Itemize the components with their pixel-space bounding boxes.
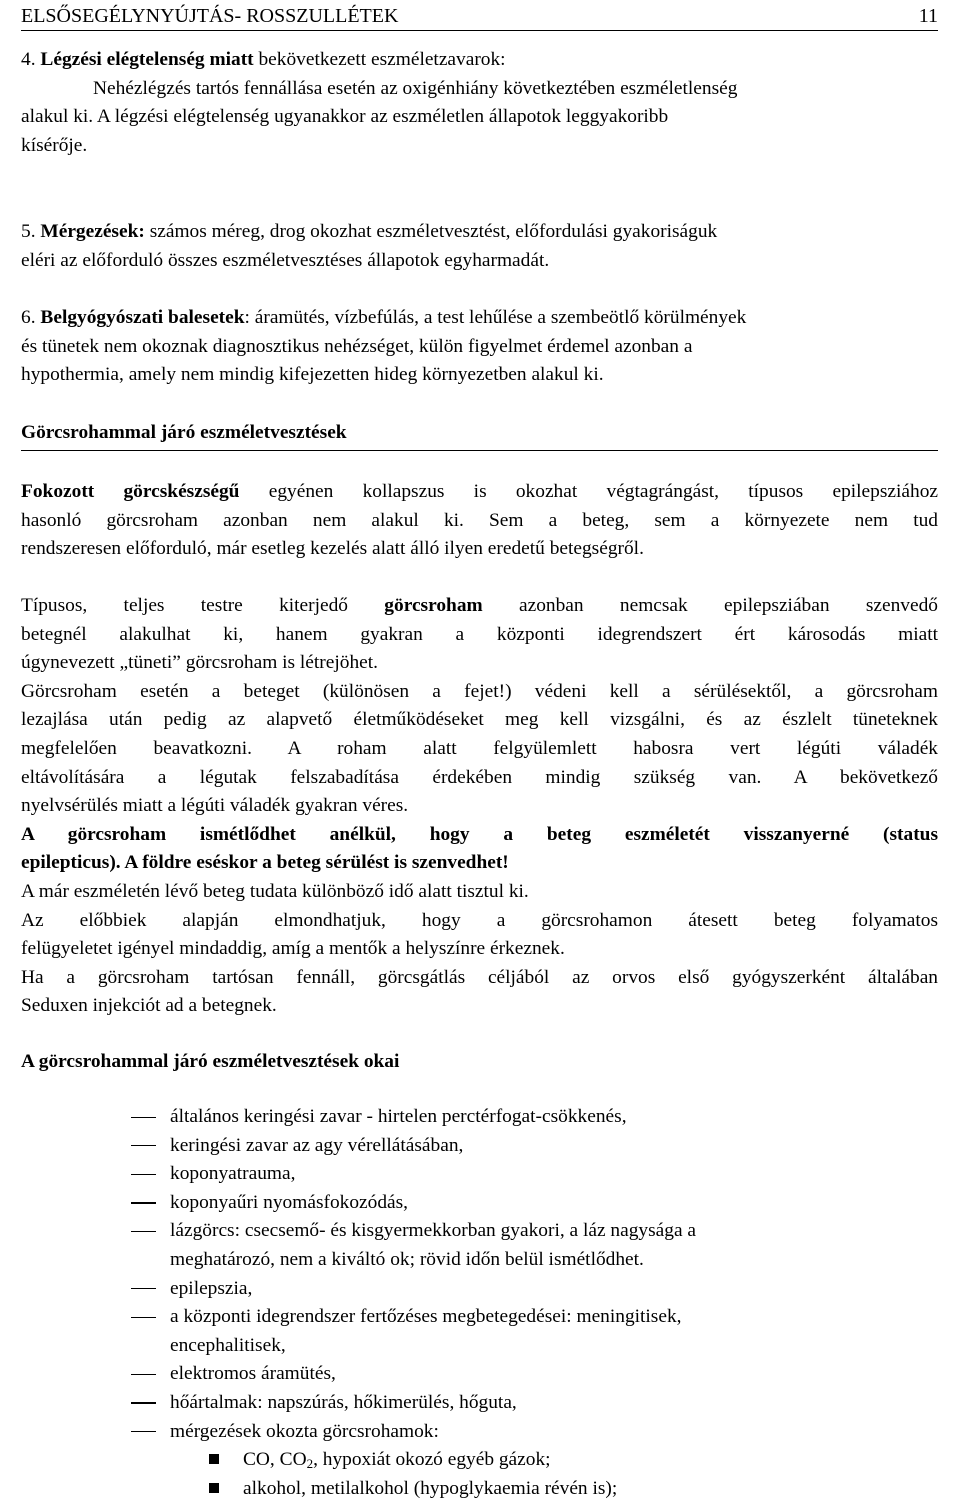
dash-bullet xyxy=(131,1374,156,1375)
item-4-heading: Légzési elégtelenség miatt xyxy=(40,49,254,70)
list-item-text: hőártalmak: napszúrás, hőkimerülés, hőguta, xyxy=(170,1391,517,1413)
dash-bullet xyxy=(131,1231,156,1232)
para-2-l1-bold: görcsroham xyxy=(384,595,483,616)
list-item-text: mérgezések okozta görcsrohamok: xyxy=(170,1420,439,1442)
list-item-text: epilepszia, xyxy=(170,1277,253,1299)
para-2-line-8: nyelvsérülés miatt a légúti váladék gyakran véres. xyxy=(21,795,409,817)
para-2-line-12: Az előbbiek alapján elmondhatjuk, hogy a görcsrohamon átesett beteg folyamatos xyxy=(21,909,938,931)
para-1-line-3: rendszeresen előforduló, már esetleg kezelés alatt álló ilyen eredetű betegségről. xyxy=(21,538,644,560)
item-5 xyxy=(21,218,921,275)
causes-title-text: A görcsrohammal járó eszméletvesztések okai xyxy=(21,1051,400,1072)
item-4-line-4: kísérője. xyxy=(21,134,88,156)
para-2-line-13: felügyeletet igényel mindaddig, amíg a mentők a helyszínre érkeznek. xyxy=(21,938,565,960)
square-bullet xyxy=(209,1454,219,1464)
item-4-line-2: Nehézlégzés tartós fennállása esetén az oxigénhiány következtében eszméletlenség xyxy=(93,77,738,99)
dash-bullet xyxy=(131,1431,156,1432)
header-title: ELSŐSEGÉLYNYÚJTÁS- ROSSZULLÉTEK xyxy=(21,5,399,27)
item-6-heading: Belgyógyószati balesetek xyxy=(40,307,245,328)
list-item-text: meghatározó, nem a kiváltó ok; rövid időn belül ismétlődhet. xyxy=(170,1248,644,1270)
list-item xyxy=(0,1103,960,1132)
item-5-number: 5. xyxy=(21,221,36,242)
item-6-heading-rest: : áramütés, vízbefúlás, a test lehűlése a szembeötlő körülmények xyxy=(244,307,747,328)
sub-list-item xyxy=(0,1475,960,1503)
para-2-line-9: A görcsroham ismétlődhet anélkül, hogy a beteg eszméletét visszanyerné (status xyxy=(21,823,938,845)
list-item xyxy=(0,1275,960,1304)
sub-text-pre: CO, CO xyxy=(243,1449,307,1471)
dash-bullet xyxy=(131,1117,156,1118)
para-1-rest: egyénen kollapszus is okozhat végtagrángást, típusos epilepsziához xyxy=(239,481,938,502)
square-bullet xyxy=(209,1483,219,1493)
item-4 xyxy=(21,46,921,160)
list-item xyxy=(0,1360,960,1389)
item-4-line-3: alakul ki. A légzési elégtelenség ugyanakkor az eszméletlen állapotok leggyakoribb xyxy=(21,106,669,128)
item-4-heading-rest: bekövetkezett eszméletzavarok: xyxy=(253,49,506,70)
section-title: Görcsrohammal járó eszméletvesztések xyxy=(21,419,938,451)
item-6-number: 6. xyxy=(21,307,36,328)
list-item-continuation xyxy=(0,1246,960,1275)
list-item-text: koponyaűri nyomásfokozódás, xyxy=(170,1191,409,1213)
dash-bullet xyxy=(131,1288,156,1289)
page-number: 11 xyxy=(918,5,938,27)
list-item xyxy=(0,1132,960,1161)
list-item xyxy=(0,1418,960,1447)
para-2-line-3: úgynevezett „tüneti” görcsroham is létrejöhet. xyxy=(21,652,378,674)
para-2-line-7: eltávolítására a légutak felszabadítása érdekében mindig szükség van. A bekövetkező xyxy=(21,766,938,788)
dash-bullet xyxy=(131,1174,156,1175)
list-item-text: encephalitisek, xyxy=(170,1334,286,1356)
list-item xyxy=(0,1303,960,1332)
para-2-line-2: betegnél alakulhat ki, hanem gyakran a központi idegrendszert ért károsodás miatt xyxy=(21,623,938,645)
list-item-text: elektromos áramütés, xyxy=(170,1363,336,1385)
subscript: 2 xyxy=(306,1456,314,1472)
causes-title xyxy=(21,1048,399,1077)
para-2-line-5: lezajlása után pedig az alapvető életműködéseket meg kell vizsgálni, és az észlelt tüneteknek xyxy=(21,709,938,731)
dash-bullet xyxy=(131,1402,156,1403)
para-2-l1-pre: Típusos, teljes testre kiterjedő xyxy=(21,595,385,616)
para-2-line-14: Ha a görcsroham tartósan fennáll, görcsgátlás céljából az orvos első gyógyszerként általában xyxy=(21,966,938,988)
list-item-text: általános keringési zavar - hirtelen perctérfogat-csökkenés, xyxy=(170,1106,627,1127)
item-6 xyxy=(21,304,921,390)
dash-bullet xyxy=(131,1145,156,1146)
sub-list-item-text: alkohol, metilalkohol (hypoglykaemia révén is); xyxy=(243,1477,618,1499)
item-4-number: 4. xyxy=(21,49,36,70)
item-5-line-2: eléri az előforduló összes eszméletvesztéses állapotok egyharmadát. xyxy=(21,249,550,271)
list-item xyxy=(0,1389,960,1418)
paragraph-1 xyxy=(21,478,938,564)
list-item xyxy=(0,1160,960,1189)
sub-list-item xyxy=(0,1446,960,1475)
causes-list xyxy=(0,1103,960,1503)
para-2-line-6: megfelelően beavatkozni. A roham alatt felgyülemlett habosra vert légúti váladék xyxy=(21,737,938,759)
para-2-line-4: Görcsroham esetén a beteget (különösen a fejet!) védeni kell a sérülésektől, a görcsroham xyxy=(21,680,938,702)
para-2-line-15: Seduxen injekciót ad a betegnek. xyxy=(21,995,277,1017)
sub-list-item-text xyxy=(243,1446,551,1475)
para-1-line-2: hasonló görcsroham azonban nem alakul ki. Sem a beteg, sem a környezete nem tud xyxy=(21,509,938,531)
list-item-text: koponyatrauma, xyxy=(170,1163,296,1185)
para-2-line-10: epilepticus). A földre eséskor a beteg sérülést is szenvedhet! xyxy=(21,852,509,874)
list-item-text: lázgörcs: csecsemő- és kisgyermekkorban gyakori, a láz nagysága a xyxy=(170,1220,697,1242)
list-item-text: keringési zavar az agy vérellátásában, xyxy=(170,1134,464,1156)
item-6-line-3: hypothermia, amely nem mindig kifejezetten hideg környezetben alakul ki. xyxy=(21,364,604,386)
list-item xyxy=(0,1217,960,1246)
list-item xyxy=(0,1189,960,1218)
item-5-heading: Mérgezések: xyxy=(40,221,145,242)
dash-bullet xyxy=(131,1317,156,1318)
sub-text-post: , hypoxiát okozó egyéb gázok; xyxy=(313,1449,551,1471)
list-item-continuation xyxy=(0,1332,960,1361)
para-1-bold: Fokozott görcskészségű xyxy=(21,481,240,502)
dash-bullet xyxy=(131,1202,156,1203)
para-2-l1-post: azonban nemcsak epilepsziában szenvedő xyxy=(482,595,938,616)
list-item-text: a központi idegrendszer fertőzéses megbetegedései: meningitisek, xyxy=(170,1306,682,1328)
para-2-line-11: A már eszméletén lévő beteg tudata különböző idő alatt tisztul ki. xyxy=(21,880,529,902)
item-5-heading-rest: számos méreg, drog okozhat eszméletvesztést, előfordulási gyakoriságuk xyxy=(144,221,718,242)
paragraph-2 xyxy=(21,592,938,1021)
item-6-line-2: és tünetek nem okoznak diagnosztikus nehézséget, külön figyelmet érdemel azonban a xyxy=(21,335,693,357)
page-header xyxy=(21,3,938,31)
